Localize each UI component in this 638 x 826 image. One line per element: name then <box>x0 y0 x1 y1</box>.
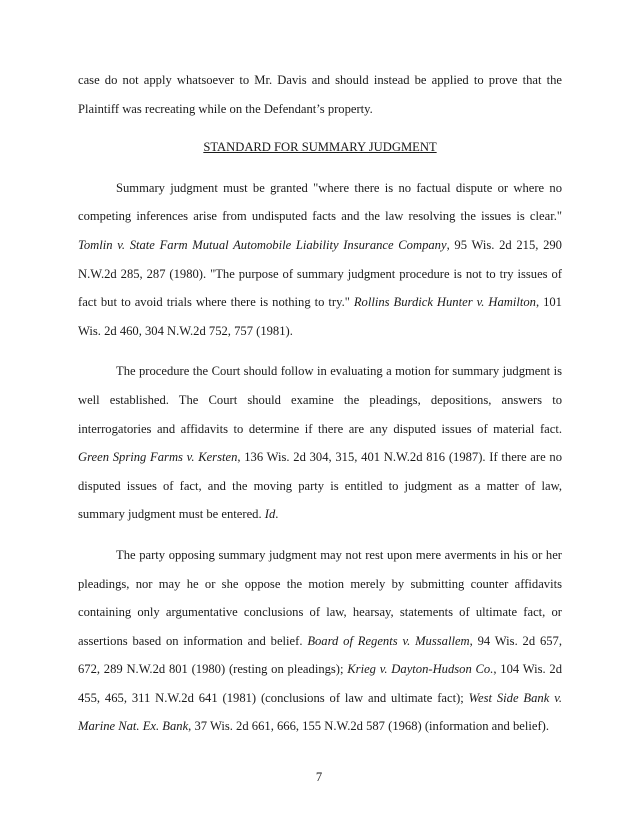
paragraph-text: The party opposing summary judgment may not rest upon mere averments in his or her pleadings, nor may he or she oppose the motion merely by submitting counter affidavits containing only argumentative conclusions of law, hearsay, statements of ultimate fact, or assertions based on information and belief. <box>78 547 562 648</box>
case-citation: Krieg v. Dayton-Hudson Co. <box>347 662 494 677</box>
page-body <box>78 66 562 741</box>
paragraph-text: The procedure the Court should follow in evaluating a motion for summary judgment is well established. The Court should examine the pleadings, depositions, answers to interrogatories and affidavits to determine if there are any disputed issues of material fact. <box>78 364 562 436</box>
continuation-paragraph <box>78 66 562 123</box>
case-citation: West Side Bank v. Marine Nat. Ex. Bank <box>78 690 562 734</box>
case-citation: Board of Regents v. Mussallem <box>307 633 470 648</box>
section-heading: STANDARD FOR SUMMARY JUDGMENT <box>203 140 437 155</box>
paragraph-text: , 104 Wis. 2d 455, 465, 311 N.W.2d 641 (1981) (conclusions of law and ultimate fact); <box>78 662 563 705</box>
case-citation: Green Spring Farms v. Kersten <box>78 450 238 465</box>
paragraph-text: , 94 Wis. 2d 657, 672, 289 N.W.2d 801 (1980) (resting on pleadings); <box>78 633 562 677</box>
paragraph-text: , 95 Wis. 2d 215, 290 N.W.2d 285, 287 (1980). "The purpose of summary judgment procedure is not to try issues of fact but to avoid trials where there is nothing to try." <box>78 237 562 310</box>
page-number: 7 <box>315 770 323 784</box>
paragraph-text: , 37 Wis. 2d 661, 666, 155 N.W.2d 587 (1968) (information and belief). <box>188 719 549 734</box>
paragraph-summary-judgment-standard <box>78 174 562 346</box>
paragraph-text: . <box>275 507 279 522</box>
paragraph-text: Summary judgment must be granted "where there is no factual dispute or where no competing inferences arise from undisputed facts and the law resolving the issues is clear." <box>78 180 562 224</box>
case-citation: Id <box>264 507 276 522</box>
case-citation: Tomlin v. State Farm Mutual Automobile Liability Insurance Company <box>78 237 447 252</box>
paragraph-text: , 101 Wis. 2d 460, 304 N.W.2d 752, 757 (1981). <box>78 295 562 338</box>
paragraph-opposing-party <box>78 541 562 741</box>
case-citation: Rollins Burdick Hunter v. Hamilton <box>353 295 536 310</box>
paragraph-procedure <box>78 357 562 529</box>
paragraph-text: , 136 Wis. 2d 304, 315, 401 N.W.2d 816 (1987). If there are no disputed issues of fact, and the moving party is entitled to judgment as a matter of law, summary judgment must be entered. <box>78 450 562 522</box>
continuation-text: case do not apply whatsoever to Mr. Davis and should instead be applied to prove that the Plaintiff was recreating while on the Defendant’s property. <box>78 73 562 116</box>
